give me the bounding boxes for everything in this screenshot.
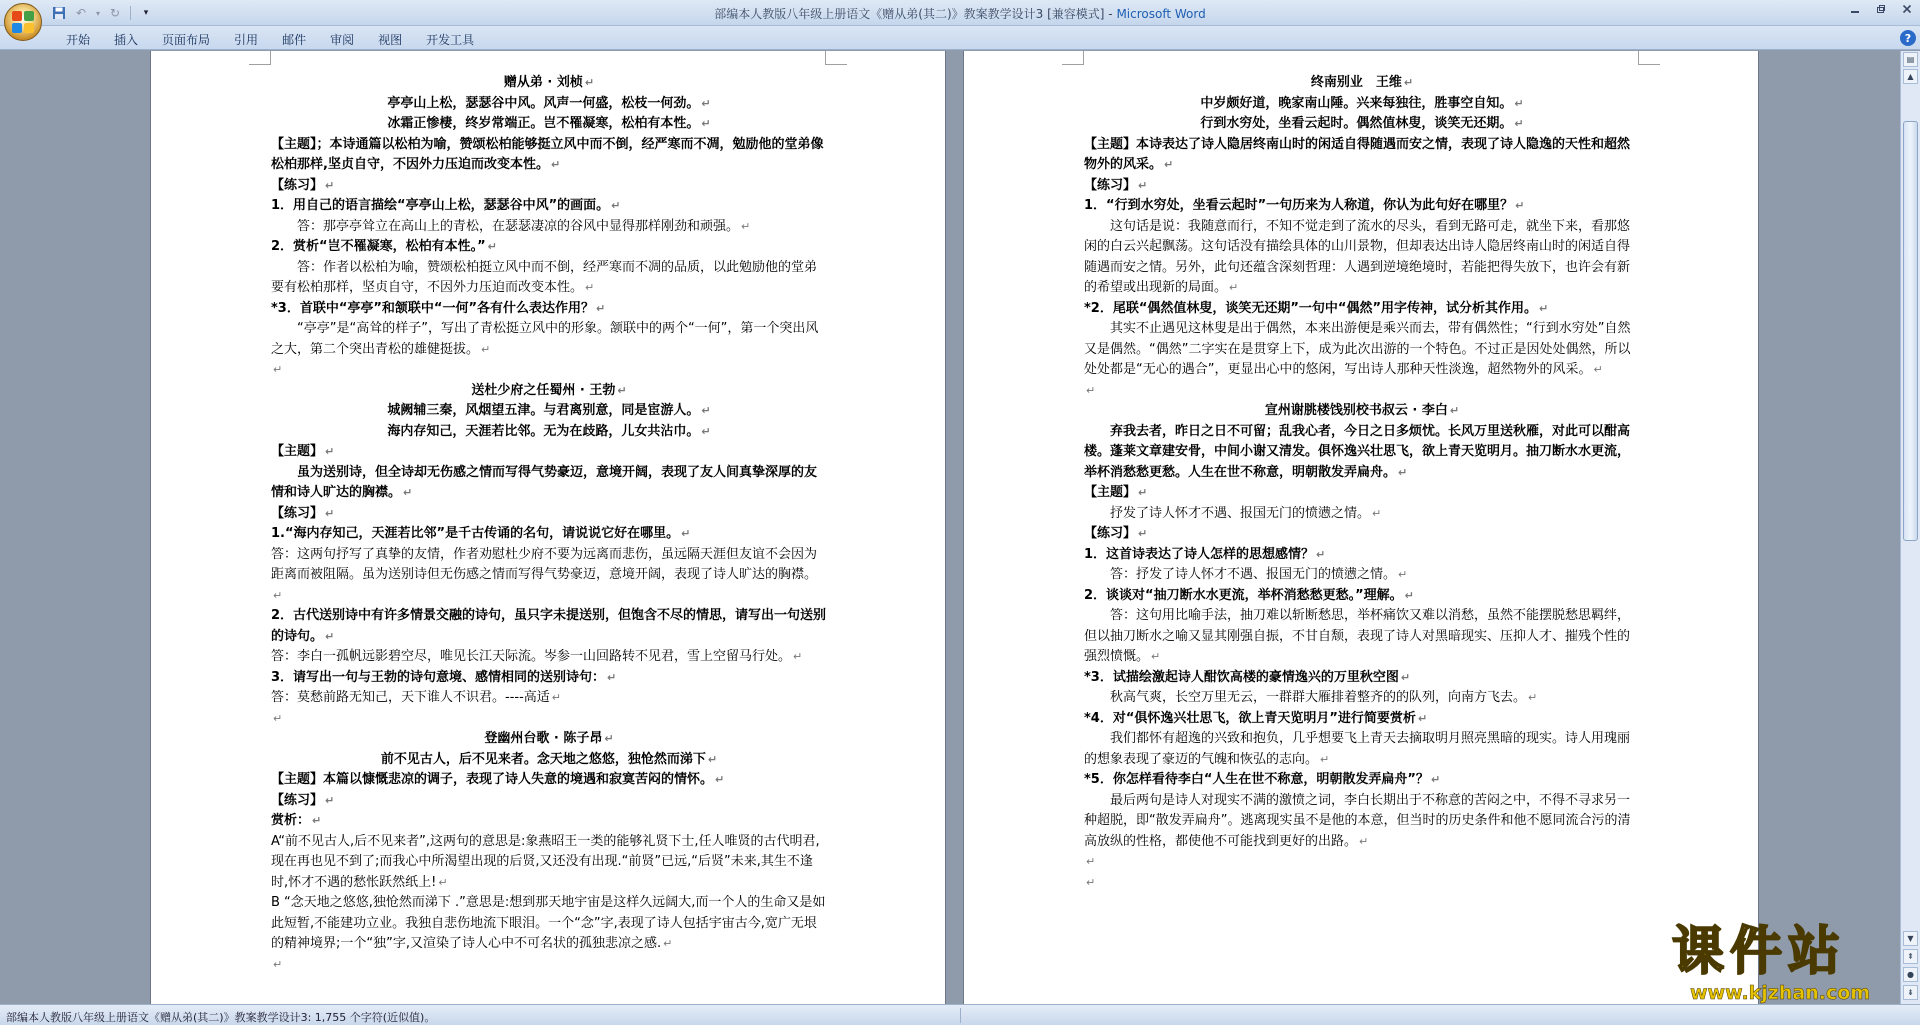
document-paragraph[interactable] <box>1084 319 1640 381</box>
paragraph-mark: ↵ <box>1539 301 1549 315</box>
paragraph-text: 终南别业 王维 <box>1310 75 1402 90</box>
scrollbar-thumb[interactable] <box>1903 121 1918 541</box>
paragraph-mark: ↵ <box>1528 691 1538 704</box>
paragraph-text: 1．用自己的语言描绘“亭亭山上松，瑟瑟谷中风”的画面。 <box>271 198 610 213</box>
paragraph-text: 【练习】 <box>271 177 324 193</box>
tab-mailings[interactable]: 邮件 <box>282 33 307 47</box>
paragraph-mark: ↵ <box>1400 670 1411 684</box>
paragraph-text: 2．古代送别诗中有许多情景交融的诗句，虽只字未提送别，但饱含不尽的情思，请写出一句送别的诗句。 <box>271 608 827 644</box>
document-paragraph[interactable] <box>271 442 827 463</box>
paragraph-text: 最后两句是诗人对现实不满的激愤之词，李白长期出于不称意的苦闷之中，不得不寻求另一种超脱，即“散发弄扁舟”。逃离现实虽不是他的本意，但当时的历史条件和他不愿同流合污的清高放纵的性格，都使他不可能找到更好的出路。 <box>1084 792 1631 849</box>
paragraph-text: B “念天地之悠悠,独怆然而涕下 .”意思是:想到那天地宇宙是这样久远阔大,而一个人的生命又是如此短暂,不能建功立业。我独自悲伤地流下眼泪。一个“念”字,表现了诗人包括宇宙古今,宽广无垠的精神境界;一个“独”字,又渲染了诗人心中不可名状的孤独悲凉之感. <box>271 895 826 951</box>
document-paragraph[interactable] <box>271 381 827 402</box>
paragraph-text: 2．赏析“岂不罹凝寒，松柏有本性。” <box>271 239 486 254</box>
paragraph-text: “亭亭”是“高耸的样子”，写出了青松挺立风中的形象。颔联中的两个“一何”，第一个突出风之大，第二个突出青松的雄健挺拔。 <box>271 321 819 357</box>
document-paragraph[interactable] <box>271 217 827 238</box>
paragraph-text: 3．请写出一句与王勃的诗句意境、感情相同的送别诗句： <box>271 669 606 685</box>
undo-icon[interactable]: ↶ <box>75 6 87 20</box>
paragraph-mark: ↵ <box>701 424 711 438</box>
vertical-scrollbar[interactable] <box>1900 51 1920 1004</box>
document-paragraph[interactable] <box>271 135 827 176</box>
document-paragraph[interactable] <box>1084 852 1640 873</box>
paragraph-mark: ↵ <box>1138 486 1148 499</box>
document-paragraph[interactable] <box>271 463 827 504</box>
paragraph-mark: ↵ <box>741 219 751 233</box>
paragraph-mark: ↵ <box>701 96 711 110</box>
paragraph-text: 前不见古人，后不见来者。念天地之悠悠，独怆然而涕下 <box>380 751 706 767</box>
paragraph-mark: ↵ <box>1398 465 1408 479</box>
paragraph-mark: ↵ <box>701 404 711 417</box>
document-paragraph[interactable] <box>271 791 827 812</box>
paragraph-text: 答：这两句抒写了真挚的友情，作者劝慰杜少府不要为远离而悲伤，虽远隔天涯但友谊不会因为距离而被阻隔。虽为送别诗但无伤感之情而写得气势豪迈，意境开阔，表现了诗人旷达的胸襟。 <box>271 546 818 582</box>
document-paragraph[interactable] <box>271 606 827 647</box>
paragraph-mark: ↵ <box>325 629 335 643</box>
paragraph-mark: ↵ <box>585 281 595 294</box>
paragraph-mark: ↵ <box>607 670 617 684</box>
document-paragraph[interactable] <box>1084 770 1640 791</box>
paragraph-mark: ↵ <box>1229 281 1239 294</box>
document-paragraph[interactable] <box>271 893 827 955</box>
document-paragraph[interactable] <box>271 237 827 258</box>
paragraph-mark: ↵ <box>1151 650 1161 663</box>
document-paragraph[interactable] <box>271 545 827 607</box>
document-paragraph[interactable] <box>271 422 827 443</box>
window-controls <box>1842 0 1920 18</box>
paragraph-mark: ↵ <box>1593 363 1603 376</box>
document-workspace[interactable] <box>0 51 1900 1004</box>
paragraph-text: *5．你怎样看待李白“人生在世不称意，明朝散发弄扁舟”？ <box>1084 772 1429 787</box>
ribbon-tabs-bar <box>0 26 1920 50</box>
paragraph-mark: ↵ <box>325 506 335 520</box>
paragraph-text: 赠从弟 · 刘桢 <box>503 75 583 90</box>
paragraph-text: 其实不止遇见这林叟是出于偶然，本来出游便是乘兴而去，带有偶然性；“行到水穷处”自然又是偶然。“偶然”二字实在是贯穿上下，成为此次出游的一个特色。不过正是因处处偶然，所以处处都是“无心的遇合”，更显出心中的悠闲，写出诗人那种天性淡逸，超然物外的风采。 <box>1084 321 1631 377</box>
paragraph-mark: ↵ <box>1086 875 1096 889</box>
tab-page-layout[interactable]: 页面布局 <box>162 33 211 47</box>
document-paragraph[interactable] <box>271 750 827 771</box>
office-button[interactable] <box>4 3 42 41</box>
paragraph-mark: ↵ <box>551 691 561 704</box>
document-paragraph[interactable] <box>271 504 827 525</box>
paragraph-mark: ↵ <box>403 486 413 499</box>
paragraph-text: 秋高气爽，长空万里无云，一群群大雁排着整齐的的队列，向南方飞去。 <box>1110 690 1527 705</box>
paragraph-mark: ↵ <box>273 363 283 376</box>
page-corner-mark <box>1062 51 1084 65</box>
document-paragraph[interactable] <box>1084 709 1640 730</box>
document-paragraph[interactable] <box>271 176 827 197</box>
paragraph-text: 宣州谢朓楼饯别校书叔云 · 李白 <box>1264 403 1448 418</box>
document-paragraph[interactable] <box>1084 114 1640 135</box>
document-paragraph[interactable] <box>1084 196 1640 217</box>
paragraph-text: 【练习】 <box>1084 177 1137 193</box>
paragraph-mark: ↵ <box>617 383 627 397</box>
paragraph-text: 答：莫愁前路无知己，天下谁人不识君。----高适 <box>271 690 550 705</box>
paragraph-mark: ↵ <box>1514 117 1524 130</box>
paragraph-text: 答：作者以松柏为喻，赞颂松柏挺立风中而不倒，经严寒而不凋的品质，以此勉励他的堂弟要有松柏那样，坚贞自守，不因外力压迫而改变本性。 <box>271 259 818 295</box>
tab-references[interactable]: 引用 <box>234 33 259 47</box>
paragraph-mark: ↵ <box>481 342 491 356</box>
document-paragraph[interactable] <box>271 258 827 299</box>
document-paragraph[interactable] <box>271 524 827 545</box>
paragraph-text: 城阙辅三秦，风烟望五津。与君离别意，同是宦游人。 <box>387 403 700 418</box>
watermark-title: 课件站 <box>1672 922 1847 982</box>
paragraph-mark: ↵ <box>1359 834 1369 848</box>
document-paragraph[interactable] <box>271 94 827 115</box>
next-page-icon[interactable]: ⇟ <box>1903 985 1918 1000</box>
document-paragraph[interactable] <box>271 811 827 832</box>
paragraph-text: 送杜少府之任蜀州 · 王勃 <box>471 382 616 398</box>
paragraph-text: 【主题】本诗表达了诗人隐居终南山时的闲适自得随遇而安之情，表现了诗人隐逸的天性和超然物外的风采。 <box>1084 136 1631 172</box>
paragraph-mark: ↵ <box>596 301 606 315</box>
document-paragraph[interactable] <box>1084 504 1640 525</box>
document-paragraph[interactable] <box>1084 94 1640 115</box>
paragraph-text: 弃我去者，昨日之日不可留；乱我心者，今日之日多烦忧。长风万里送秋雁，对此可以酣高楼。蓬莱文章建安骨，中间小谢又清发。俱怀逸兴壮思飞，欲上青天览明月。抽刀断水水更流，举杯消愁愁更愁。人生在世不称意，明朝散发弄扁舟。 <box>1084 423 1631 480</box>
title-bar <box>0 0 1920 26</box>
scroll-up-icon[interactable]: ▲ <box>1903 69 1918 84</box>
document-paragraph[interactable] <box>1084 483 1640 504</box>
page-text-left[interactable] <box>271 73 827 975</box>
title-separator: - <box>1104 7 1117 21</box>
document-paragraph[interactable] <box>1084 791 1640 853</box>
document-paragraph[interactable] <box>271 73 827 94</box>
paragraph-mark: ↵ <box>681 527 691 540</box>
paragraph-mark: ↵ <box>1164 158 1174 171</box>
paragraph-text: *3．首联中“亭亭”和颔联中“一何”各有什么表达作用？ <box>271 300 595 316</box>
document-title: 部编本人教版八年级上册语文《赠从弟(其二)》教案教学设计3 [兼容模式] <box>714 7 1105 21</box>
paragraph-mark: ↵ <box>325 793 335 807</box>
restore-icon[interactable] <box>1868 0 1894 18</box>
document-paragraph[interactable] <box>1084 73 1640 94</box>
tab-insert[interactable]: 插入 <box>114 33 139 47</box>
paragraph-text: 2．谈谈对“抽刀断水水更流，举杯消愁愁更愁。”理解。 <box>1084 587 1403 603</box>
office-logo-icon <box>12 11 34 33</box>
document-paragraph[interactable] <box>1084 422 1640 484</box>
paragraph-mark: ↵ <box>1430 773 1441 786</box>
paragraph-mark: ↵ <box>1316 547 1326 561</box>
tab-review[interactable]: 审阅 <box>330 33 355 47</box>
paragraph-text: 冰霜正惨棲，终岁常端正。岂不罹凝寒，松柏有本性。 <box>387 116 700 131</box>
select-browse-object-icon[interactable]: ● <box>1903 967 1918 982</box>
paragraph-text: 海内存知己，天涯若比邻。无为在歧路，儿女共沾巾。 <box>387 423 700 439</box>
paragraph-mark: ↵ <box>273 588 283 602</box>
paragraph-mark: ↵ <box>1138 178 1148 192</box>
paragraph-mark: ↵ <box>1086 383 1096 397</box>
window-title <box>0 5 1920 22</box>
paragraph-text: 亭亭山上松，瑟瑟谷中风。风声一何盛，松枝一何劲。 <box>387 95 700 111</box>
paragraph-mark: ↵ <box>793 650 803 663</box>
paragraph-mark: ↵ <box>325 445 335 458</box>
document-paragraph[interactable] <box>271 319 827 360</box>
paragraph-text: 这句话是说：我随意而行，不知不觉走到了流水的尽头，看到无路可走，就坐下来，看那悠闲的白云兴起飘荡。这句话没有描绘具体的山川景物，但却表达出诗人隐居终南山时的闲适自得随遇而安之情。另外，此句还蕴含深刻哲理：人遇到逆境绝境时，若能把得失放下，也许会有新的希望或出现新的局面。 <box>1084 218 1631 295</box>
document-paragraph[interactable] <box>271 955 827 976</box>
paragraph-mark: ↵ <box>1449 404 1460 417</box>
paragraph-mark: ↵ <box>1372 506 1382 520</box>
paragraph-mark: ↵ <box>1320 752 1330 766</box>
tab-developer[interactable]: 开发工具 <box>426 33 475 47</box>
document-paragraph[interactable] <box>1084 524 1640 545</box>
chevron-down-icon[interactable]: ▾ <box>95 8 100 18</box>
paragraph-mark: ↵ <box>1398 568 1408 581</box>
scroll-down-icon[interactable]: ▼ <box>1903 931 1918 946</box>
paragraph-text: 抒发了诗人怀才不遇、报国无门的愤懑之情。 <box>1110 505 1371 521</box>
paragraph-mark: ↵ <box>1417 711 1428 725</box>
tab-home[interactable]: 开始 <box>66 33 91 47</box>
paragraph-mark: ↵ <box>1086 855 1096 868</box>
document-paragraph[interactable] <box>1084 401 1640 422</box>
paragraph-text: 答：李白一孤帆远影碧空尽，唯见长江天际流。岑参一山回路转不见君，雪上空留马行处。 <box>271 649 792 664</box>
paragraph-text: 登幽州台歌 · 陈子昂 <box>484 731 603 746</box>
paragraph-text: 【主题】本篇以慷慨悲凉的调子，表现了诗人失意的境遇和寂寞苦闷的情怀。 <box>271 772 714 787</box>
close-icon[interactable] <box>1894 0 1920 18</box>
page-corner-mark <box>825 51 847 65</box>
paragraph-text: 【主题】 <box>1084 485 1137 500</box>
paragraph-mark: ↵ <box>438 875 448 889</box>
document-paragraph[interactable] <box>1084 668 1640 689</box>
status-text[interactable]: 部编本人教版八年级上册语文《赠从弟(其二)》教案教学设计3: 1,755 个字符(近似值)。 <box>6 1011 436 1024</box>
document-paragraph[interactable] <box>1084 176 1640 197</box>
paragraph-mark: ↵ <box>1138 527 1148 540</box>
paragraph-mark: ↵ <box>312 814 322 827</box>
document-paragraph[interactable] <box>271 647 827 668</box>
watermark-logo <box>1668 922 1908 1004</box>
paragraph-text: 1.“海内存知己，天涯若比邻”是千古传诵的名句，请说说它好在哪里。 <box>271 526 680 541</box>
document-page-left[interactable] <box>150 51 946 1004</box>
paragraph-text: 赏析： <box>271 813 311 828</box>
paragraph-text: 【主题】；本诗通篇以松柏为喻，赞颂松柏能够挺立风中而不倒，经严寒而不凋，勉励他的堂弟像松柏那样,坚贞自守，不因外力压迫而改变本性。 <box>271 136 824 172</box>
paragraph-text: 中岁颇好道，晚家南山陲。兴来每独往，胜事空自知。 <box>1200 95 1513 111</box>
paragraph-text: 1．“行到水穷处，坐看云起时”一句历来为人称道，你认为此句好在哪里？ <box>1084 198 1514 213</box>
paragraph-text: *4．对“俱怀逸兴壮思飞，欲上青天览明月”进行简要赏析 <box>1084 710 1416 726</box>
paragraph-mark: ↵ <box>1403 76 1414 89</box>
paragraph-text: 虽为送别诗，但全诗却无伤感之情而写得气势豪迈，意境开阔，表现了友人间真挚深厚的友情和诗人旷达的胸襟。 <box>271 464 818 500</box>
paragraph-mark: ↵ <box>611 199 621 212</box>
document-paragraph[interactable] <box>1084 586 1640 607</box>
document-paragraph[interactable] <box>271 832 827 894</box>
ruler-toggle-icon[interactable]: ▤ <box>1903 52 1918 67</box>
paragraph-mark: ↵ <box>325 178 335 192</box>
paragraph-text: 答：那亭亭耸立在高山上的青松，在瑟瑟凄凉的谷风中显得那样刚劲和顽强。 <box>297 218 740 234</box>
paragraph-mark: ↵ <box>604 732 614 745</box>
help-icon[interactable]: ? <box>1900 30 1916 46</box>
paragraph-text: 答：这句用比喻手法，抽刀难以斩断愁思，举杯痛饮又难以消愁，虽然不能摆脱愁思羁绊，但以抽刀断水之喻又显其刚强自振，不甘自颓，表现了诗人对黑暗现实、压抑人才、摧残个性的强烈愤慨。 <box>1084 608 1631 664</box>
page-corner-mark <box>249 51 271 65</box>
paragraph-mark: ↵ <box>487 240 497 253</box>
paragraph-text: 【练习】 <box>1084 526 1137 541</box>
document-paragraph[interactable] <box>271 360 827 381</box>
paragraph-text: 【主题】 <box>271 444 324 459</box>
paragraph-text: 1．这首诗表达了诗人怎样的思想感情？ <box>1084 546 1315 562</box>
app-name: Microsoft Word <box>1116 7 1206 21</box>
document-paragraph[interactable] <box>271 401 827 422</box>
document-paragraph[interactable] <box>1084 688 1640 709</box>
paragraph-mark: ↵ <box>273 711 283 725</box>
paragraph-mark: ↵ <box>1404 588 1414 602</box>
page-corner-mark <box>1638 51 1660 65</box>
paragraph-mark: ↵ <box>707 752 718 766</box>
redo-icon[interactable]: ↻ <box>109 6 121 20</box>
paragraph-text: 【练习】 <box>271 505 324 521</box>
paragraph-text: 行到水穷处，坐看云起时。偶然值林叟，谈笑无还期。 <box>1200 116 1513 131</box>
document-paragraph[interactable] <box>1084 135 1640 176</box>
watermark-url: www.kjzhan.com <box>1690 982 1871 1004</box>
document-paragraph[interactable] <box>271 688 827 709</box>
paragraph-mark: ↵ <box>663 937 673 950</box>
document-paragraph[interactable] <box>271 668 827 689</box>
paragraph-text: *3．试描绘激起诗人酣饮高楼的豪情逸兴的万里秋空图 <box>1084 669 1399 685</box>
document-paragraph[interactable] <box>271 114 827 135</box>
page-text-right[interactable] <box>1084 73 1640 893</box>
paragraph-mark: ↵ <box>701 117 711 130</box>
document-paragraph[interactable] <box>1084 873 1640 894</box>
document-paragraph[interactable] <box>1084 381 1640 402</box>
document-paragraph[interactable] <box>271 299 827 320</box>
document-paragraph[interactable] <box>271 709 827 730</box>
document-paragraph[interactable] <box>1084 299 1640 320</box>
paragraph-mark: ↵ <box>584 76 595 89</box>
paragraph-text: 我们都怀有超逸的兴致和抱负，几乎想要飞上青天去摘取明月照亮黑暗的现实。诗人用瑰丽的想象表现了豪迈的气魄和恢弘的志向。 <box>1084 731 1631 767</box>
document-paragraph[interactable] <box>271 196 827 217</box>
document-paragraph[interactable] <box>271 770 827 791</box>
previous-page-icon[interactable]: ⇞ <box>1903 949 1918 964</box>
document-paragraph[interactable] <box>1084 545 1640 566</box>
document-paragraph[interactable] <box>1084 729 1640 770</box>
document-paragraph[interactable] <box>1084 606 1640 668</box>
paragraph-mark: ↵ <box>273 957 283 971</box>
paragraph-mark: ↵ <box>1514 96 1524 110</box>
tab-view[interactable]: 视图 <box>378 33 403 47</box>
paragraph-text: 答：抒发了诗人怀才不遇、报国无门的愤懑之情。 <box>1110 567 1397 582</box>
paragraph-text: 【练习】 <box>271 792 324 808</box>
status-bar <box>0 1004 1920 1025</box>
paragraph-mark: ↵ <box>1515 199 1525 212</box>
document-paragraph[interactable] <box>271 729 827 750</box>
document-page-right[interactable] <box>963 51 1759 1004</box>
ribbon-tabs <box>54 29 486 51</box>
paragraph-mark: ↵ <box>715 773 725 786</box>
paragraph-mark: ↵ <box>550 158 561 171</box>
document-paragraph[interactable] <box>1084 565 1640 586</box>
customize-qat-icon[interactable]: ▾ <box>143 8 149 18</box>
status-divider <box>960 1008 961 1023</box>
paragraph-text: A“前不见古人,后不见来者”,这两句的意思是:象燕昭王一类的能够礼贤下士,任人唯贤的古代明君,现在再也见不到了;而我心中所渴望出现的后贤,又还没有出现.“前贤”已远,“后贤”未来,其生不逢时,怀才不遇的愁怅跃然纸上! <box>271 833 820 890</box>
document-paragraph[interactable] <box>1084 217 1640 299</box>
paragraph-text: *2．尾联“偶然值林叟，谈笑无还期”一句中“偶然”用字传神，试分析其作用。 <box>1084 300 1538 316</box>
minimize-icon[interactable] <box>1842 0 1868 18</box>
